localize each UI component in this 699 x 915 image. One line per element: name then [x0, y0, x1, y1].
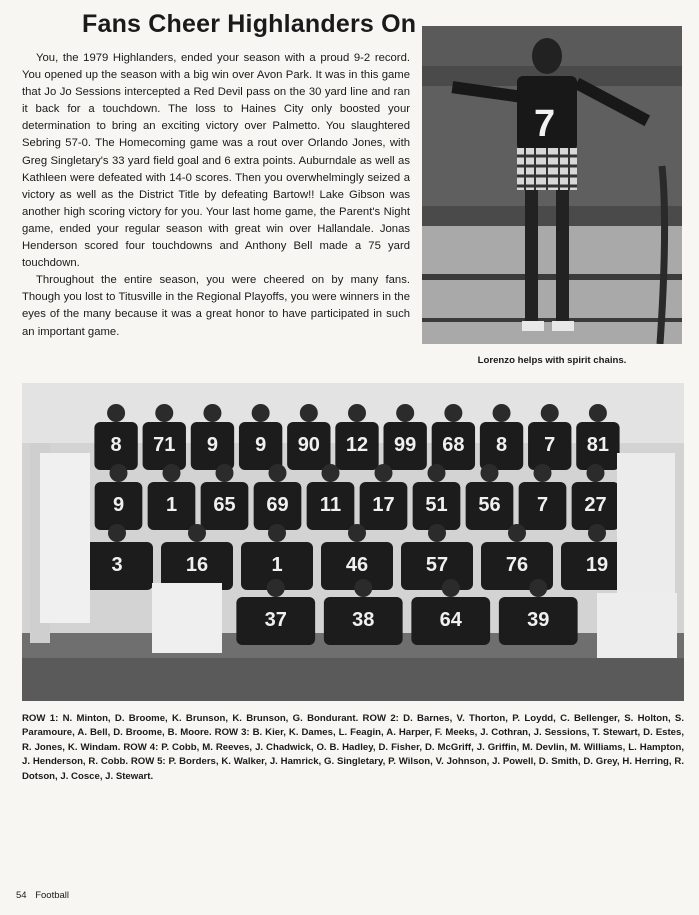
- player-head: [108, 524, 126, 542]
- jersey-number: 7: [536, 494, 549, 516]
- team-roster: ROW 1: N. Minton, D. Broome, K. Brunson, K. Brunson, G. Bondurant. ROW 2: D. Barnes, V. Thorton, P. Loydd, C. Bellenger, S. Holton, S. Paramoure, A. Bell, D. Broome, B. Moore. ROW 3: B. Kier, K. Dames, L. Feagin, A. Harper, F. Meeks, J. Cothran, J. Sessions, T. Stewart, D. Estes, R. Jones, K. Windam. ROW 4: P. Cobb, M. Reeves, J. Chadwick, O. B. Hadley, D. Fisher, D. McGriff, J. Griffin, M. Devlin, M. Williams, L. Hampton, J. Henderson, R. Cobb. ROW 5: P. Borders, K. Walker, J. Hamrick, G. Singletary, P. Wilson, V. Johnson, J. Powell, D. Smith, D. Grey, H. Herring, R. Dotson, J. Cosce, J. Stewart.: [22, 713, 684, 782]
- player-head: [348, 404, 366, 422]
- article-paragraph-2: Throughout the entire season, you were cheered on by many fans. Though you lost to Titusville in the Regional Playoffs, you were winners in the eyes of the many because it was a great honor to have participated in such an important game.: [22, 274, 410, 338]
- player-head: [587, 464, 605, 482]
- player-head: [589, 404, 607, 422]
- jersey-number: 46: [345, 554, 369, 576]
- player-head: [541, 404, 559, 422]
- player-head: [354, 579, 372, 597]
- player-head: [529, 579, 547, 597]
- player-head: [396, 404, 414, 422]
- jersey-number: 65: [213, 494, 236, 516]
- spirit-chains-photo: [422, 26, 682, 344]
- player-head: [442, 579, 460, 597]
- jersey-number: 51: [425, 494, 448, 516]
- player-head: [252, 404, 270, 422]
- player-head: [267, 579, 285, 597]
- jersey-number: 8: [110, 434, 122, 456]
- jersey-number: 3: [111, 554, 123, 576]
- jersey-number: 57: [425, 554, 449, 576]
- jersey-number: 7: [544, 434, 556, 456]
- jersey-number: 1: [271, 554, 283, 576]
- player-head: [155, 404, 173, 422]
- player-head: [216, 464, 234, 482]
- jersey-number: 90: [297, 434, 320, 456]
- jersey-number: 76: [505, 554, 529, 576]
- article-paragraph-1: You, the 1979 Highlanders, ended your season with a proud 9-2 record. You opened up the season with a big win over Avon Park. It was in this game that Jo Jo Sessions intercepted a Red Devil pass on the 30 yard line and ran it back for a touchdown. The loss to Haines City only boosted your determination to bring an exciting victory over Palmetto. You slaughtered Sebring 57-0. The Homecoming game was a rout over Orlando Jones, with Greg Singletary's 33 yard field goal and 6 extra points. Auburndale as well as Kathleen were defeated with 14-0 scores. Then you overwhelmingly seized a victory as well as the District Title by defeating Bartow!! Lake Gibson was another high scoring victory for you. Your last home game, the Parent's Night game, ended your regular season with great win over Hallandale. Jonas Henderson scored four touchdowns and Anthony Bell made a 75 yard touchdown.: [22, 52, 410, 270]
- jersey-number: 9: [206, 434, 219, 456]
- jersey-number: 38: [352, 609, 375, 631]
- jersey-number: 16: [185, 554, 209, 576]
- player-head: [268, 524, 286, 542]
- player-head: [588, 524, 606, 542]
- jersey-number: 9: [112, 494, 125, 516]
- cheer-jersey-number: 7: [534, 103, 556, 145]
- player-head: [534, 464, 552, 482]
- player-head: [188, 524, 206, 542]
- player-head: [300, 404, 318, 422]
- player-head: [107, 404, 125, 422]
- player-head: [481, 464, 499, 482]
- jersey-number: 69: [266, 494, 289, 516]
- player-head: [269, 464, 287, 482]
- jersey-number: 11: [319, 494, 342, 516]
- jersey-number: 1: [165, 494, 178, 516]
- player-head: [163, 464, 181, 482]
- player-head: [428, 524, 446, 542]
- jersey-number: 56: [478, 494, 501, 516]
- jersey-number: 39: [527, 609, 550, 631]
- jersey-number: 68: [442, 434, 465, 456]
- jersey-number: 19: [585, 554, 609, 576]
- page-footer: [16, 890, 75, 901]
- section-name: Football: [35, 890, 70, 901]
- player-head: [444, 404, 462, 422]
- jersey-number: 81: [586, 434, 610, 456]
- player-head: [375, 464, 393, 482]
- headline: Fans Cheer Highlanders On: [82, 10, 417, 38]
- jersey-number: 37: [264, 609, 287, 631]
- team-photo: [22, 383, 684, 701]
- player-head: [493, 404, 511, 422]
- jersey-number: 17: [372, 494, 395, 516]
- jersey-number: 71: [153, 434, 176, 456]
- player-head: [110, 464, 128, 482]
- player-head: [348, 524, 366, 542]
- page-number: 54: [16, 890, 27, 901]
- jersey-number: 12: [345, 434, 369, 456]
- jersey-number: 99: [394, 434, 417, 456]
- jersey-number: 27: [584, 494, 607, 516]
- jersey-number: 64: [439, 609, 462, 631]
- jersey-number: 8: [495, 434, 508, 456]
- article-body: [22, 50, 410, 341]
- player-head: [203, 404, 221, 422]
- photo-caption: Lorenzo helps with spirit chains.: [477, 355, 627, 366]
- player-head: [322, 464, 340, 482]
- player-head: [508, 524, 526, 542]
- jersey-number: 9: [255, 434, 267, 456]
- player-head: [428, 464, 446, 482]
